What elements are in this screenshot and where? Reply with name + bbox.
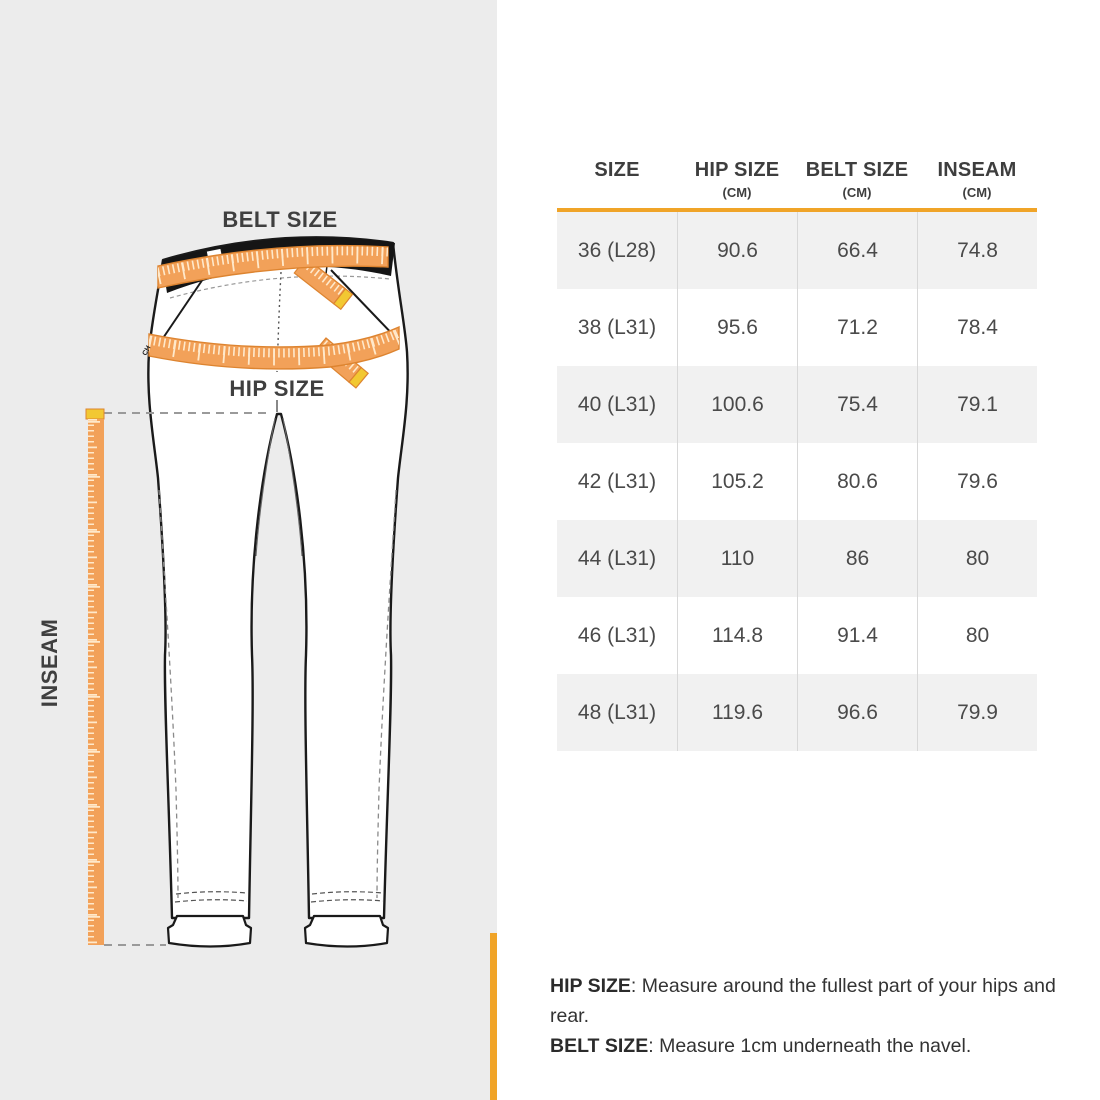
col-header-size — [557, 159, 677, 200]
table-header — [557, 147, 1037, 212]
table-cell: 91.4 — [797, 597, 917, 674]
table-cell: 95.6 — [677, 289, 797, 366]
table-cell: 44 (L31) — [577, 546, 657, 570]
table-cell: 74.8 — [917, 212, 1037, 289]
table-row — [557, 520, 1037, 597]
col-header-label: HIP SIZE — [694, 159, 780, 181]
col-header-inseam — [917, 159, 1037, 200]
col-header-label: BELT SIZE — [805, 159, 909, 181]
table-cell: 110 — [677, 520, 797, 597]
table-row — [557, 443, 1037, 520]
note-text: : Measure 1cm underneath the navel. — [648, 1035, 972, 1057]
note-text: : Measure around the fullest part of your hips and rear. — [550, 975, 1056, 1027]
left-cuff-hem — [168, 916, 251, 947]
table-row — [557, 674, 1037, 751]
col-header-belt-size — [797, 159, 917, 200]
col-header-unit: (CM) — [842, 185, 872, 200]
table-cell: 114.8 — [677, 597, 797, 674]
hip-size-note — [550, 971, 1070, 1031]
col-header-unit — [557, 185, 677, 200]
table-cell: 96.6 — [797, 674, 917, 751]
table-row — [557, 289, 1037, 366]
accent-bar — [490, 933, 497, 1100]
table-row — [557, 597, 1037, 674]
col-header-hip-size — [677, 159, 797, 200]
table-cell: 80.6 — [797, 443, 917, 520]
table-cell: 79.1 — [917, 366, 1037, 443]
hip-size-label: HIP SIZE — [229, 376, 325, 401]
table-body — [557, 212, 1037, 751]
table-cell: 79.9 — [917, 674, 1037, 751]
measurement-notes — [550, 971, 1070, 1061]
size-table — [557, 147, 1037, 751]
col-header-label: SIZE — [594, 159, 640, 181]
measurement-diagram-panel — [0, 0, 497, 1100]
table-cell: 75.4 — [797, 366, 917, 443]
table-cell: 71.2 — [797, 289, 917, 366]
table-cell: 79.6 — [917, 443, 1037, 520]
belt-size-note — [550, 1031, 1070, 1061]
table-cell: 48 (L31) — [577, 700, 657, 724]
table-cell: 36 (L28) — [577, 238, 657, 262]
inseam-label: INSEAM — [37, 618, 62, 708]
col-header-unit: (CM) — [962, 185, 992, 200]
note-label: BELT SIZE — [550, 1035, 649, 1057]
table-cell: 46 (L31) — [577, 623, 657, 647]
table-cell: 100.6 — [677, 366, 797, 443]
table-cell: 80 — [917, 520, 1037, 597]
table-cell: 40 (L31) — [577, 392, 657, 416]
table-cell: 86 — [797, 520, 917, 597]
col-header-label: INSEAM — [937, 159, 1017, 181]
table-cell: 78.4 — [917, 289, 1037, 366]
table-row — [557, 366, 1037, 443]
table-cell: 38 (L31) — [577, 315, 657, 339]
table-cell: 66.4 — [797, 212, 917, 289]
tape-edge-mark: CH — [141, 344, 153, 357]
inseam-ruler — [86, 409, 104, 945]
pants-measurement-diagram — [0, 0, 497, 1100]
belt-size-label: BELT SIZE — [222, 207, 338, 232]
table-cell: 80 — [917, 597, 1037, 674]
table-row — [557, 212, 1037, 289]
note-label: HIP SIZE — [550, 975, 631, 997]
table-cell: 119.6 — [677, 674, 797, 751]
col-header-unit: (CM) — [722, 185, 752, 200]
right-cuff-hem — [305, 916, 388, 947]
table-cell: 90.6 — [677, 212, 797, 289]
table-cell: 42 (L31) — [577, 469, 657, 493]
table-cell: 105.2 — [677, 443, 797, 520]
